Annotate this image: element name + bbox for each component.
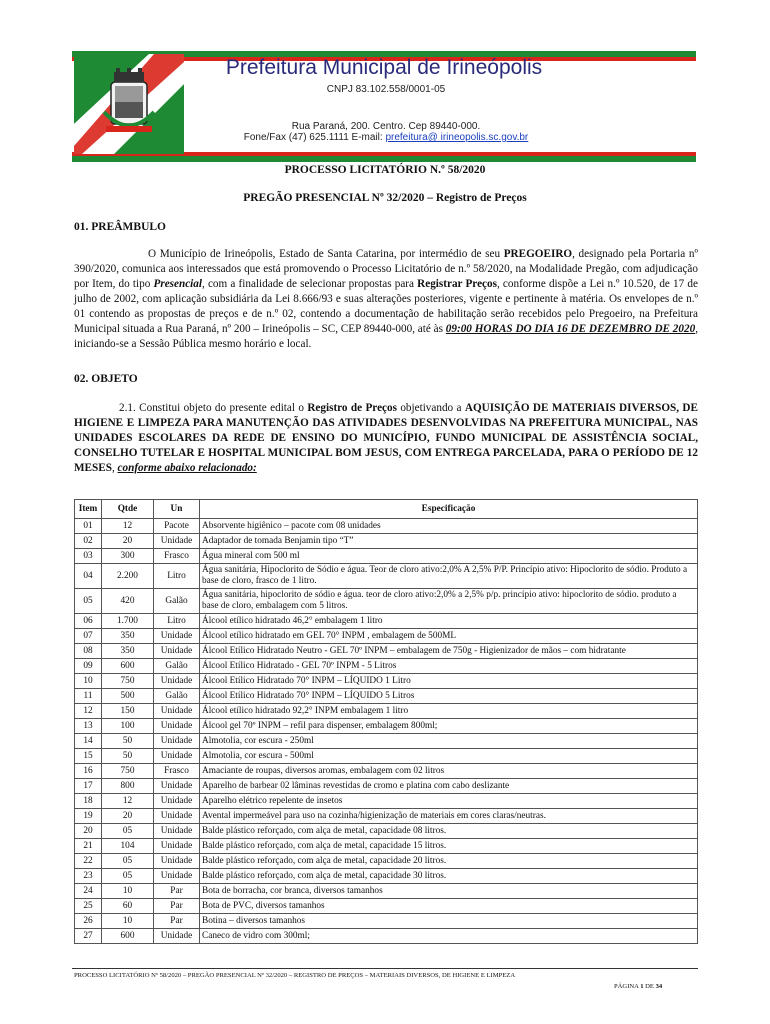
cell-item: 22 — [75, 854, 102, 869]
cell-qtde: 420 — [102, 589, 154, 614]
cell-especificacao: Balde plástico reforçado, com alça de metal, capacidade 08 litros. — [200, 824, 698, 839]
cell-item: 23 — [75, 869, 102, 884]
cell-especificacao: Absorvente higiênico – pacote com 08 unidades — [200, 519, 698, 534]
cell-qtde: 60 — [102, 899, 154, 914]
text-run-bold-italic: Presencial — [153, 278, 202, 290]
cell-item: 21 — [75, 839, 102, 854]
table-row — [75, 589, 698, 614]
cell-un: Unidade — [154, 644, 200, 659]
cell-un: Unidade — [154, 719, 200, 734]
cell-especificacao: Almotolia, cor escura - 250ml — [200, 734, 698, 749]
cell-un: Galão — [154, 659, 200, 674]
cell-qtde: 12 — [102, 794, 154, 809]
municipality-title: Prefeitura Municipal de Irineópolis — [225, 56, 543, 79]
cell-qtde: 12 — [102, 519, 154, 534]
cell-especificacao: Aparelho elétrico repelente de insetos — [200, 794, 698, 809]
cell-qtde: 1.700 — [102, 614, 154, 629]
cell-un: Unidade — [154, 929, 200, 944]
section-heading-preambulo: 01. PREÂMBULO — [74, 221, 166, 233]
cell-item: 09 — [75, 659, 102, 674]
table-row — [75, 719, 698, 734]
text-run: O Município de Irineópolis, Estado de Santa Catarina, por intermédio de seu — [148, 248, 504, 260]
letterhead — [72, 42, 696, 170]
table-row — [75, 734, 698, 749]
cell-un: Unidade — [154, 794, 200, 809]
table-body — [75, 519, 698, 944]
cell-qtde: 500 — [102, 689, 154, 704]
cell-especificacao: Álcool etílico hidratado em GEL 70° INPM , embalagem de 500ML — [200, 629, 698, 644]
table-row — [75, 869, 698, 884]
header-especificacao: Especificação — [200, 500, 698, 519]
table-header-row — [75, 500, 698, 519]
cell-qtde: 350 — [102, 644, 154, 659]
cell-item: 17 — [75, 779, 102, 794]
table-row — [75, 764, 698, 779]
table-row — [75, 689, 698, 704]
cell-especificacao: Balde plástico reforçado, com alça de metal, capacidade 30 litros. — [200, 869, 698, 884]
table-row — [75, 914, 698, 929]
table-row — [75, 659, 698, 674]
cell-un: Unidade — [154, 534, 200, 549]
cell-un: Litro — [154, 564, 200, 589]
cell-item: 05 — [75, 589, 102, 614]
header-qtde: Qtde — [102, 500, 154, 519]
email-link[interactable]: prefeitura@ irineopolis.sc.gov.br — [385, 132, 529, 143]
page-total: 34 — [655, 983, 663, 990]
text-run: objetivando a — [396, 402, 465, 414]
table-row — [75, 519, 698, 534]
cell-un: Galão — [154, 689, 200, 704]
cell-especificacao: Bota de borracha, cor branca, diversos tamanhos — [200, 884, 698, 899]
cell-especificacao: Água mineral com 500 ml — [200, 549, 698, 564]
cell-qtde: 05 — [102, 869, 154, 884]
cell-qtde: 05 — [102, 824, 154, 839]
header-un: Un — [154, 500, 200, 519]
cell-item: 07 — [75, 629, 102, 644]
cell-un: Unidade — [154, 734, 200, 749]
cell-qtde: 10 — [102, 884, 154, 899]
table-row — [75, 674, 698, 689]
cell-item: 04 — [75, 564, 102, 589]
cell-item: 15 — [75, 749, 102, 764]
table-row — [75, 899, 698, 914]
text-run-bold: Registro de Preços — [307, 402, 397, 414]
page-prefix: PÁGINA — [614, 983, 641, 990]
table-row — [75, 534, 698, 549]
green-stripe-bottom — [72, 156, 696, 162]
page-mid: DE — [643, 983, 656, 990]
text-run-bold: AQUISIÇÃO DE MATERIAIS DIVERSOS, DE HIGIENE E LIMPEZA PARA MANUTENÇÃO DAS ATIVIDADES DESENVOLVIDAS NA PREFEITURA MUNICIPAL, NAS UNIDADES ESCOLARES DA REDE DE ENSINO DO MUNICÍPIO, FUNDO MUNICIPAL DE ASSISTÊNCIA SOCIAL, CONSELHO TUTELAR E HOSPITAL MUNICIPAL BOM JESUS, COM ENTREGA PARCELADA, PARA O PERÍODO DE 12 MESES — [74, 402, 698, 474]
table-row — [75, 854, 698, 869]
cell-qtde: 2.200 — [102, 564, 154, 589]
cell-un: Pacote — [154, 519, 200, 534]
text-run: , designado pela Portaria nº 390/2020, comunica aos interessados que está promovendo o Processo Licitatório de n.º 58/2020, na Modalidade Pregão, com adjudicação por Item, do tipo — [74, 248, 698, 290]
footer-text: PROCESSO LICITATÓRIO Nº 58/2020 – PREGÃO PRESENCIAL Nº 32/2020 – REGISTRO DE PREÇOS – MATERIAIS DIVERSOS, DE HIGIENE E LIMPEZA — [74, 972, 516, 979]
cell-item: 08 — [75, 644, 102, 659]
text-run-bold: Registrar Preços — [417, 278, 497, 290]
table-row — [75, 779, 698, 794]
cell-especificacao: Álcool etílico hidratado 46,2° embalagem 1 litro — [200, 614, 698, 629]
text-run: , conforme dispõe a Lei n.º 10.520, de 17 de julho de 2002, com aplicação subsidiária da Lei 8.666/93 e suas alterações posteriores, vigente e pertinente à matéria. Os envelopes de n.º 01 contendo as propostas de preços e de n.º 02, contendo a documentação de habilitação serão recebidos pelo Pregoeiro, na Prefeitura Municipal situada a Rua Paraná, nº 200 – Irineópolis – SC, CEP 89440-000, até às — [74, 278, 698, 335]
cell-un: Par — [154, 899, 200, 914]
cell-un: Unidade — [154, 749, 200, 764]
section-heading-objeto: 02. OBJETO — [74, 373, 138, 385]
text-run: , — [111, 462, 118, 474]
cell-especificacao: Álcool Etílico Hidratado 70° INPM – LÍQUIDO 1 Litro — [200, 674, 698, 689]
cell-especificacao: Almotolia, cor escura - 500ml — [200, 749, 698, 764]
cell-item: 06 — [75, 614, 102, 629]
address-line: Rua Paraná, 200. Centro. Cep 89440-000. — [291, 121, 481, 132]
cell-especificacao: Caneco de vidro com 300ml; — [200, 929, 698, 944]
cell-un: Unidade — [154, 704, 200, 719]
text-run: 2.1. Constitui objeto do presente edital o — [119, 402, 308, 414]
text-run-bold-italic-underline: conforme abaixo relacionado: — [117, 462, 257, 474]
footer-divider — [72, 968, 698, 969]
cell-qtde: 750 — [102, 674, 154, 689]
cell-qtde: 600 — [102, 659, 154, 674]
objeto-paragraph — [74, 401, 698, 476]
cell-especificacao: Botina – diversos tamanhos — [200, 914, 698, 929]
cell-item: 13 — [75, 719, 102, 734]
items-table — [74, 499, 698, 944]
cell-especificacao: Avental impermeável para uso na cozinha/higienização de materiais em cores claras/neutras. — [200, 809, 698, 824]
header-item: Item — [75, 500, 102, 519]
cell-item: 18 — [75, 794, 102, 809]
cell-qtde: 05 — [102, 854, 154, 869]
table-row — [75, 564, 698, 589]
cell-especificacao: Álcool etílico hidratado 92,2° INPM embalagem 1 litro — [200, 704, 698, 719]
cell-qtde: 100 — [102, 719, 154, 734]
cell-item: 03 — [75, 549, 102, 564]
cell-qtde: 20 — [102, 534, 154, 549]
cell-item: 24 — [75, 884, 102, 899]
table-row — [75, 614, 698, 629]
cell-especificacao: Álcool Etílico Hidratado 70° INPM – LÍQUIDO 5 Litros — [200, 689, 698, 704]
cell-un: Unidade — [154, 854, 200, 869]
table-row — [75, 824, 698, 839]
cell-un: Par — [154, 914, 200, 929]
cell-un: Unidade — [154, 839, 200, 854]
cell-item: 26 — [75, 914, 102, 929]
table-row — [75, 884, 698, 899]
preambulo-paragraph — [74, 247, 698, 352]
cell-qtde: 104 — [102, 839, 154, 854]
cell-un: Frasco — [154, 549, 200, 564]
cell-qtde: 600 — [102, 929, 154, 944]
contact-prefix: Fone/Fax (47) 625.1111 E-mail: — [243, 132, 386, 143]
table-row — [75, 629, 698, 644]
text-run: , com a finalidade de selecionar propostas para — [201, 278, 418, 290]
cell-item: 14 — [75, 734, 102, 749]
cell-qtde: 800 — [102, 779, 154, 794]
cell-un: Unidade — [154, 809, 200, 824]
cell-especificacao: Balde plástico reforçado, com alça de metal, capacidade 20 litros. — [200, 854, 698, 869]
cell-qtde: 150 — [102, 704, 154, 719]
deadline-text: 09:00 HORAS DO DIA 16 DE DEZEMBRO DE 2020 — [445, 323, 696, 335]
cell-un: Galão — [154, 589, 200, 614]
cell-especificacao: Água sanitária, hipoclorito de sódio e água. teor de cloro ativo:2,0% a 2,5% p/p. princípio ativo: hipoclorito de sódio. produto a base de cloro, embalagem com 5 litros. — [200, 589, 698, 614]
cell-especificacao: Água sanitária, Hipoclorito de Sódio e água. Teor de cloro ativo:2,0% A 2,5% P/P. Princípio ativo: Hipoclorito de sódio. Produto a base de cloro, frasco de 1 litro. — [200, 564, 698, 589]
cell-especificacao: Álcool Etílico Hidratado - GEL 70º INPM - 5 Litros — [200, 659, 698, 674]
table-row — [75, 929, 698, 944]
cell-item: 12 — [75, 704, 102, 719]
cell-qtde: 750 — [102, 764, 154, 779]
cnpj-line: CNPJ 83.102.558/0001-05 — [326, 84, 446, 95]
cell-un: Unidade — [154, 629, 200, 644]
cell-especificacao: Balde plástico reforçado, com alça de metal, capacidade 15 litros. — [200, 839, 698, 854]
cell-especificacao: Aparelho de barbear 02 lâminas revestidas de cromo e platina com cabo deslizante — [200, 779, 698, 794]
cell-qtde: 50 — [102, 734, 154, 749]
text-run-bold: PREGOEIRO — [503, 248, 573, 260]
cell-item: 25 — [75, 899, 102, 914]
cell-un: Litro — [154, 614, 200, 629]
process-title: PROCESSO LICITATÓRIO N.º 58/2020 — [284, 164, 486, 176]
cell-item: 10 — [75, 674, 102, 689]
table-row — [75, 749, 698, 764]
cell-especificacao: Amaciante de roupas, diversos aromas, embalagem com 02 litros — [200, 764, 698, 779]
table-row — [75, 549, 698, 564]
cell-qtde: 50 — [102, 749, 154, 764]
cell-qtde: 350 — [102, 629, 154, 644]
cell-un: Unidade — [154, 779, 200, 794]
cell-especificacao: Álcool gel 70º INPM – refil para dispenser, embalagem 800ml; — [200, 719, 698, 734]
cell-un: Frasco — [154, 764, 200, 779]
cell-item: 11 — [75, 689, 102, 704]
page-current: 1 — [640, 983, 644, 990]
cell-qtde: 20 — [102, 809, 154, 824]
table-row — [75, 704, 698, 719]
cell-un: Par — [154, 884, 200, 899]
contact-line — [0, 132, 770, 143]
cell-item: 19 — [75, 809, 102, 824]
page-number — [614, 983, 662, 990]
text-run: , iniciando-se a Sessão Pública mesmo horário e local. — [74, 323, 698, 350]
cell-especificacao: Adaptador de tomada Benjamin tipo “T” — [200, 534, 698, 549]
table-row — [75, 809, 698, 824]
cell-item: 20 — [75, 824, 102, 839]
cell-item: 02 — [75, 534, 102, 549]
cell-un: Unidade — [154, 674, 200, 689]
pregao-title: PREGÃO PRESENCIAL Nº 32/2020 – Registro de Preços — [243, 192, 527, 204]
cell-qtde: 10 — [102, 914, 154, 929]
cell-item: 27 — [75, 929, 102, 944]
cell-especificacao: Álcool Etílico Hidratado Neutro - GEL 70º INPM – embalagem de 750g - Higienizador de mãos – com hidratante — [200, 644, 698, 659]
cell-qtde: 300 — [102, 549, 154, 564]
cell-item: 16 — [75, 764, 102, 779]
table-row — [75, 839, 698, 854]
cell-item: 01 — [75, 519, 102, 534]
cell-un: Unidade — [154, 869, 200, 884]
table-row — [75, 794, 698, 809]
cell-especificacao: Bota de PVC, diversos tamanhos — [200, 899, 698, 914]
table-row — [75, 644, 698, 659]
cell-un: Unidade — [154, 824, 200, 839]
